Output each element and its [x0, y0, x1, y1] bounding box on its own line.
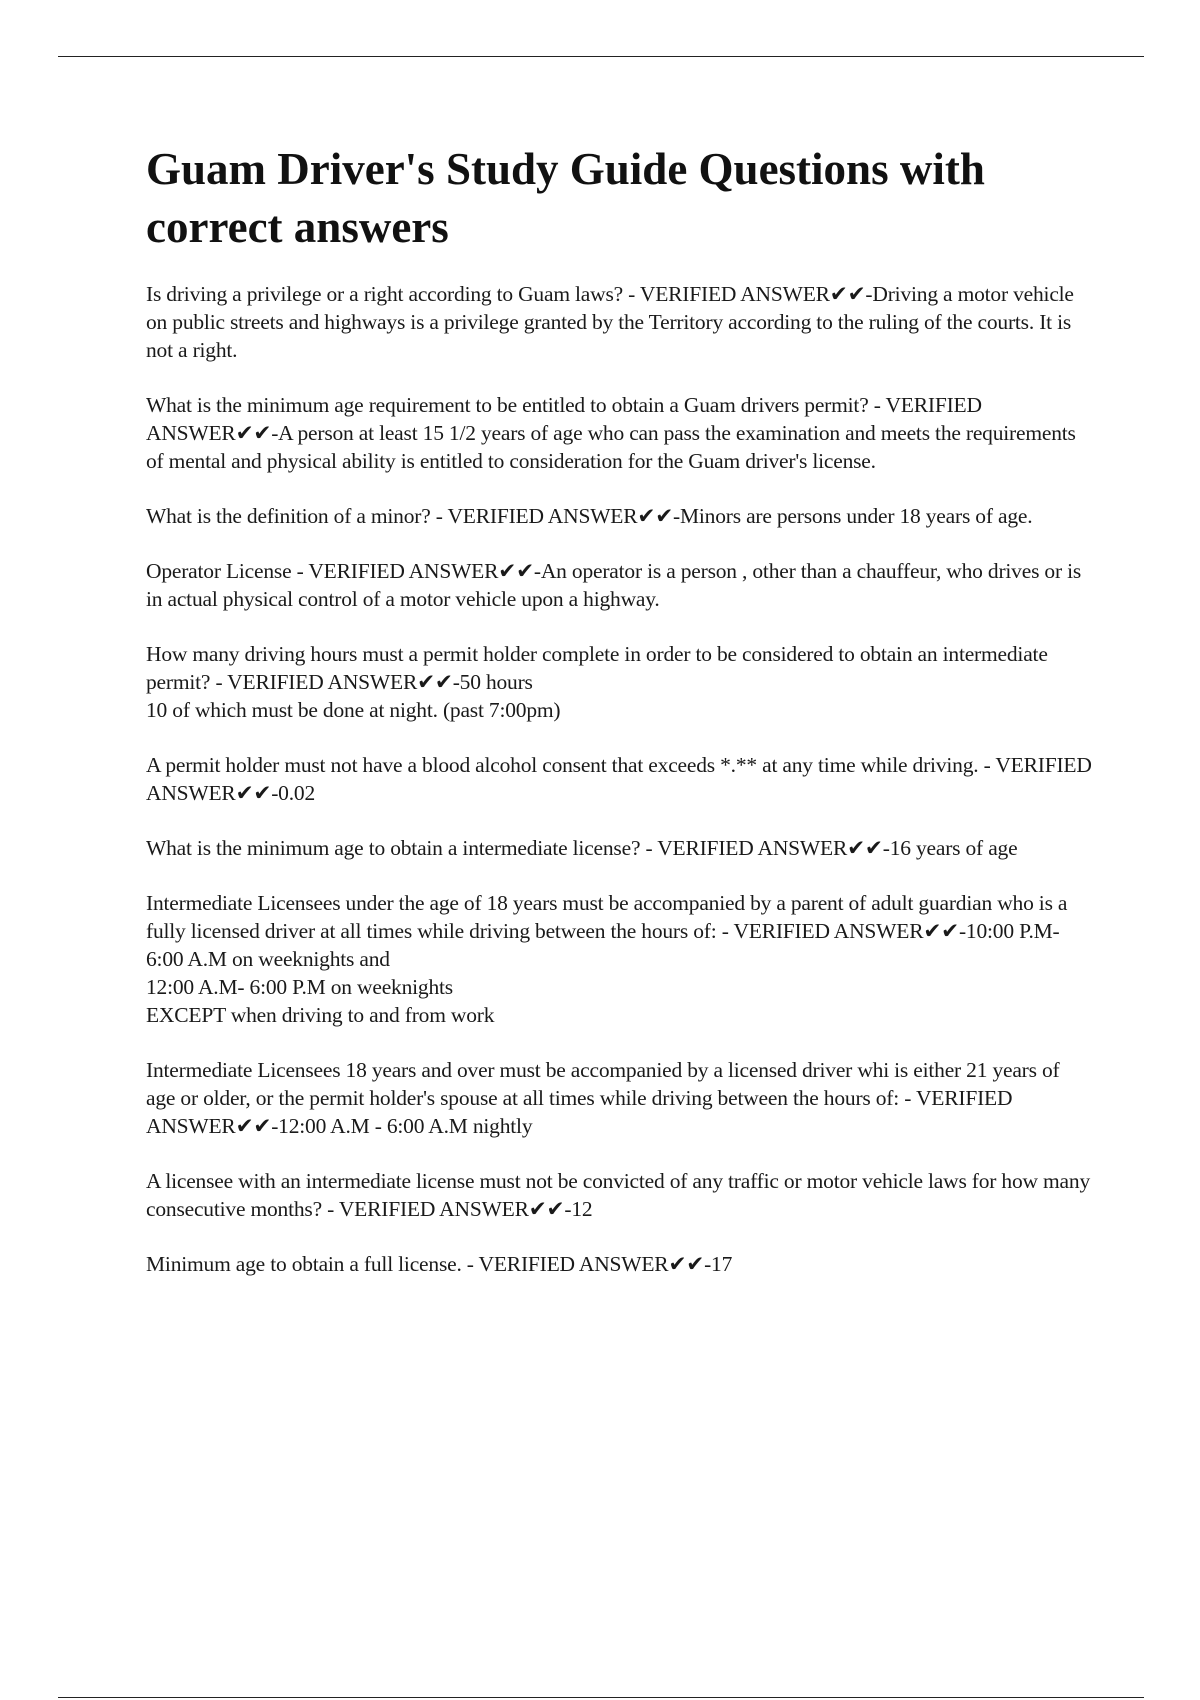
qa-item: What is the minimum age requirement to be entitled to obtain a Guam drivers permit? - VERIFIED ANSWER✔✔-A person at least 15 1/2 years of age who can pass the examination and meets the requirements of mental and physical ability is entitled to consideration for the Guam driver's license. [146, 393, 1076, 473]
qa-item: A licensee with an intermediate license must not be convicted of any traffic or motor vehicle laws for how many consecutive months? - VERIFIED ANSWER✔✔-12 [146, 1169, 1090, 1221]
qa-item: Intermediate Licensees under the age of 18 years must be accompanied by a parent of adult guardian who is a fully licensed driver at all times while driving between the hours of: - VERIFIED ANSWER✔✔-10:00 P.M- 6:00 A.M on weeknights and 12:00 A.M- 6:00 P.M on weeknights EXCEPT when driving to and from work [146, 891, 1068, 1027]
top-rule [58, 56, 1144, 57]
qa-item: Minimum age to obtain a full license. - VERIFIED ANSWER✔✔-17 [146, 1252, 733, 1276]
qa-item: How many driving hours must a permit holder complete in order to be considered to obtain an intermediate permit? - VERIFIED ANSWER✔✔-50 hours 10 of which must be done at night. (past 7:00pm) [146, 642, 1048, 722]
qa-item: What is the minimum age to obtain a intermediate license? - VERIFIED ANSWER✔✔-16 years of age [146, 836, 1018, 860]
qa-item: What is the definition of a minor? - VERIFIED ANSWER✔✔-Minors are persons under 18 years of age. [146, 504, 1033, 528]
bottom-rule [58, 1697, 1144, 1698]
qa-item: Is driving a privilege or a right according to Guam laws? - VERIFIED ANSWER✔✔-Driving a motor vehicle on public streets and highways is a privilege granted by the Territory according to the ruling of the courts. It is not a right. [146, 282, 1074, 362]
qa-item: Intermediate Licensees 18 years and over must be accompanied by a licensed driver whi is either 21 years of age or older, or the permit holder's spouse at all times while driving between the hours of: - VERIFIED ANSWER✔✔-12:00 A.M - 6:00 A.M nightly [146, 1058, 1060, 1138]
qa-item: Operator License - VERIFIED ANSWER✔✔-An operator is a person , other than a chauffeur, who drives or is in actual physical control of a motor vehicle upon a highway. [146, 559, 1082, 611]
document-title: Guam Driver's Study Guide Questions with correct answers [146, 144, 985, 252]
qa-item: A permit holder must not have a blood alcohol consent that exceeds *.** at any time while driving. - VERIFIED ANSWER✔✔-0.02 [146, 753, 1092, 805]
document-body [146, 140, 1092, 1305]
